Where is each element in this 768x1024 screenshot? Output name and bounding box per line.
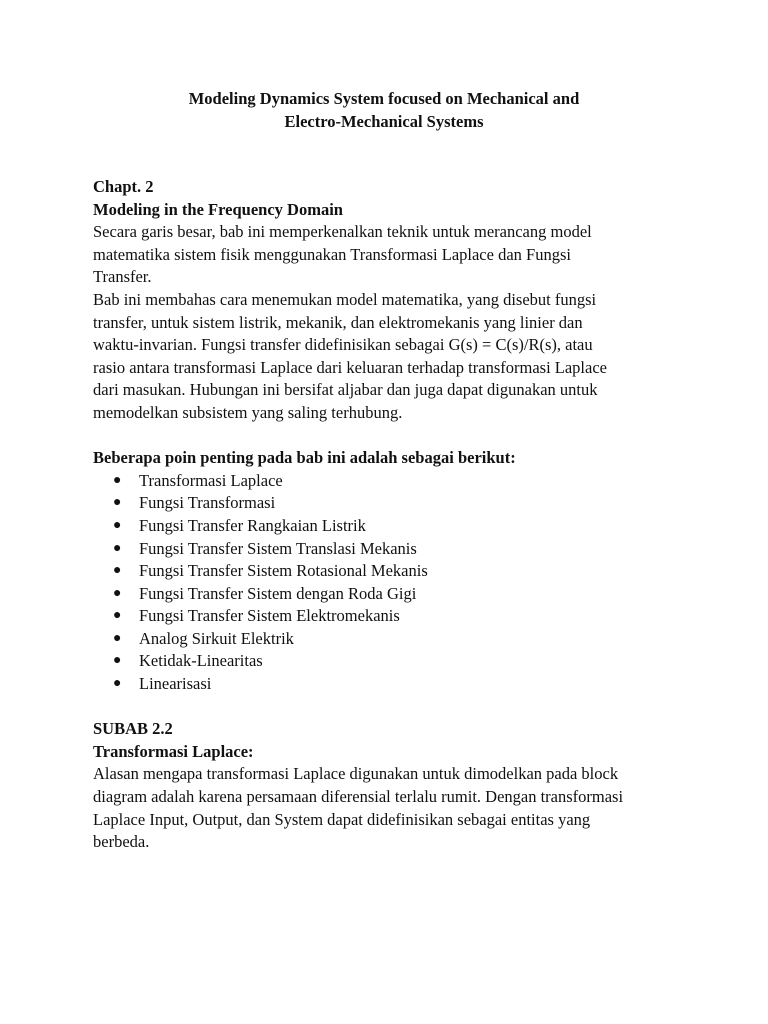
- bullet-icon: ●: [113, 472, 122, 488]
- paragraph-line: Bab ini membahas cara menemukan model matematika, yang disebut fungsi: [93, 289, 597, 309]
- list-item-text: Analog Sirkuit Elektrik: [139, 628, 294, 648]
- paragraph-line: matematika sistem fisik menggunakan Transformasi Laplace dan Fungsi: [93, 244, 571, 264]
- subchapter-number: SUBAB 2.2: [93, 719, 173, 739]
- list-item-text: Fungsi Transfer Sistem Elektromekanis: [139, 606, 400, 626]
- list-item: [93, 560, 693, 583]
- paragraph-line: waktu-invarian. Fungsi transfer didefinisikan sebagai G(s) = C(s)/R(s), atau: [93, 335, 593, 355]
- document-body: [93, 176, 693, 854]
- chapter-intro-paragraph: [93, 221, 693, 289]
- list-item: [93, 583, 693, 606]
- list-item-text: Fungsi Transfer Sistem Rotasional Mekanis: [139, 561, 428, 581]
- paragraph-line: Laplace Input, Output, dan System dapat didefinisikan sebagai entitas yang: [93, 809, 591, 829]
- document-title-line-2: Electro-Mechanical Systems: [284, 112, 484, 131]
- bullet-icon: ●: [113, 585, 122, 601]
- list-item: [93, 492, 693, 515]
- document-title-line-1: Modeling Dynamics System focused on Mechanical and: [188, 89, 580, 108]
- chapter-number: Chapt. 2: [93, 177, 154, 196]
- paragraph-spacer: [93, 425, 693, 448]
- list-item-text: Fungsi Transfer Sistem Translasi Mekanis: [139, 538, 417, 558]
- paragraph-line: Secara garis besar, bab ini memperkenalkan teknik untuk merancang model: [93, 222, 592, 242]
- bullet-icon: ●: [113, 608, 122, 624]
- key-points-heading: Beberapa poin penting pada bab ini adalah sebagai berikut:: [93, 448, 516, 468]
- paragraph-spacer: [93, 696, 693, 719]
- paragraph-line: Alasan mengapa transformasi Laplace digunakan untuk dimodelkan pada block: [93, 764, 619, 784]
- bullet-icon: ●: [113, 540, 122, 556]
- chapter-heading: Modeling in the Frequency Domain: [93, 199, 343, 219]
- bullet-icon: ●: [113, 495, 122, 511]
- list-item: [93, 538, 693, 561]
- paragraph-line: memodelkan subsistem yang saling terhubung.: [93, 402, 403, 422]
- bullet-icon: ●: [113, 630, 122, 646]
- paragraph-line: rasio antara transformasi Laplace dari keluaran terhadap transformasi Laplace: [93, 357, 607, 377]
- paragraph-line: diagram adalah karena persamaan diferensial terlalu rumit. Dengan transformasi: [93, 787, 624, 807]
- chapter-body-paragraph: [93, 289, 693, 425]
- list-item: [93, 605, 693, 628]
- list-item-text: Fungsi Transfer Rangkaian Listrik: [139, 515, 366, 535]
- list-item: [93, 650, 693, 673]
- paragraph-line: berbeda.: [93, 832, 150, 852]
- list-item: [93, 628, 693, 651]
- list-item-text: Transformasi Laplace: [139, 470, 283, 490]
- list-item-text: Ketidak-Linearitas: [139, 651, 263, 671]
- paragraph-line: dari masukan. Hubungan ini bersifat aljabar dan juga dapat digunakan untuk: [93, 380, 598, 400]
- paragraph-line: transfer, untuk sistem listrik, mekanik, dan elektromekanis yang linier dan: [93, 312, 583, 332]
- list-item: [93, 515, 693, 538]
- key-points-list: [93, 470, 693, 696]
- list-item-text: Fungsi Transfer Sistem dengan Roda Gigi: [139, 583, 417, 603]
- document-title: [0, 87, 768, 133]
- bullet-icon: ●: [113, 676, 122, 692]
- list-item-text: Fungsi Transformasi: [139, 493, 276, 513]
- list-item: [93, 673, 693, 696]
- subchapter-heading: Transformasi Laplace:: [93, 741, 254, 761]
- bullet-icon: ●: [113, 517, 122, 533]
- bullet-icon: ●: [113, 563, 122, 579]
- paragraph-line: Transfer.: [93, 267, 152, 287]
- list-item-text: Linearisasi: [139, 674, 212, 694]
- subchapter-body-paragraph: [93, 763, 693, 853]
- list-item: [93, 470, 693, 493]
- bullet-icon: ●: [113, 653, 122, 669]
